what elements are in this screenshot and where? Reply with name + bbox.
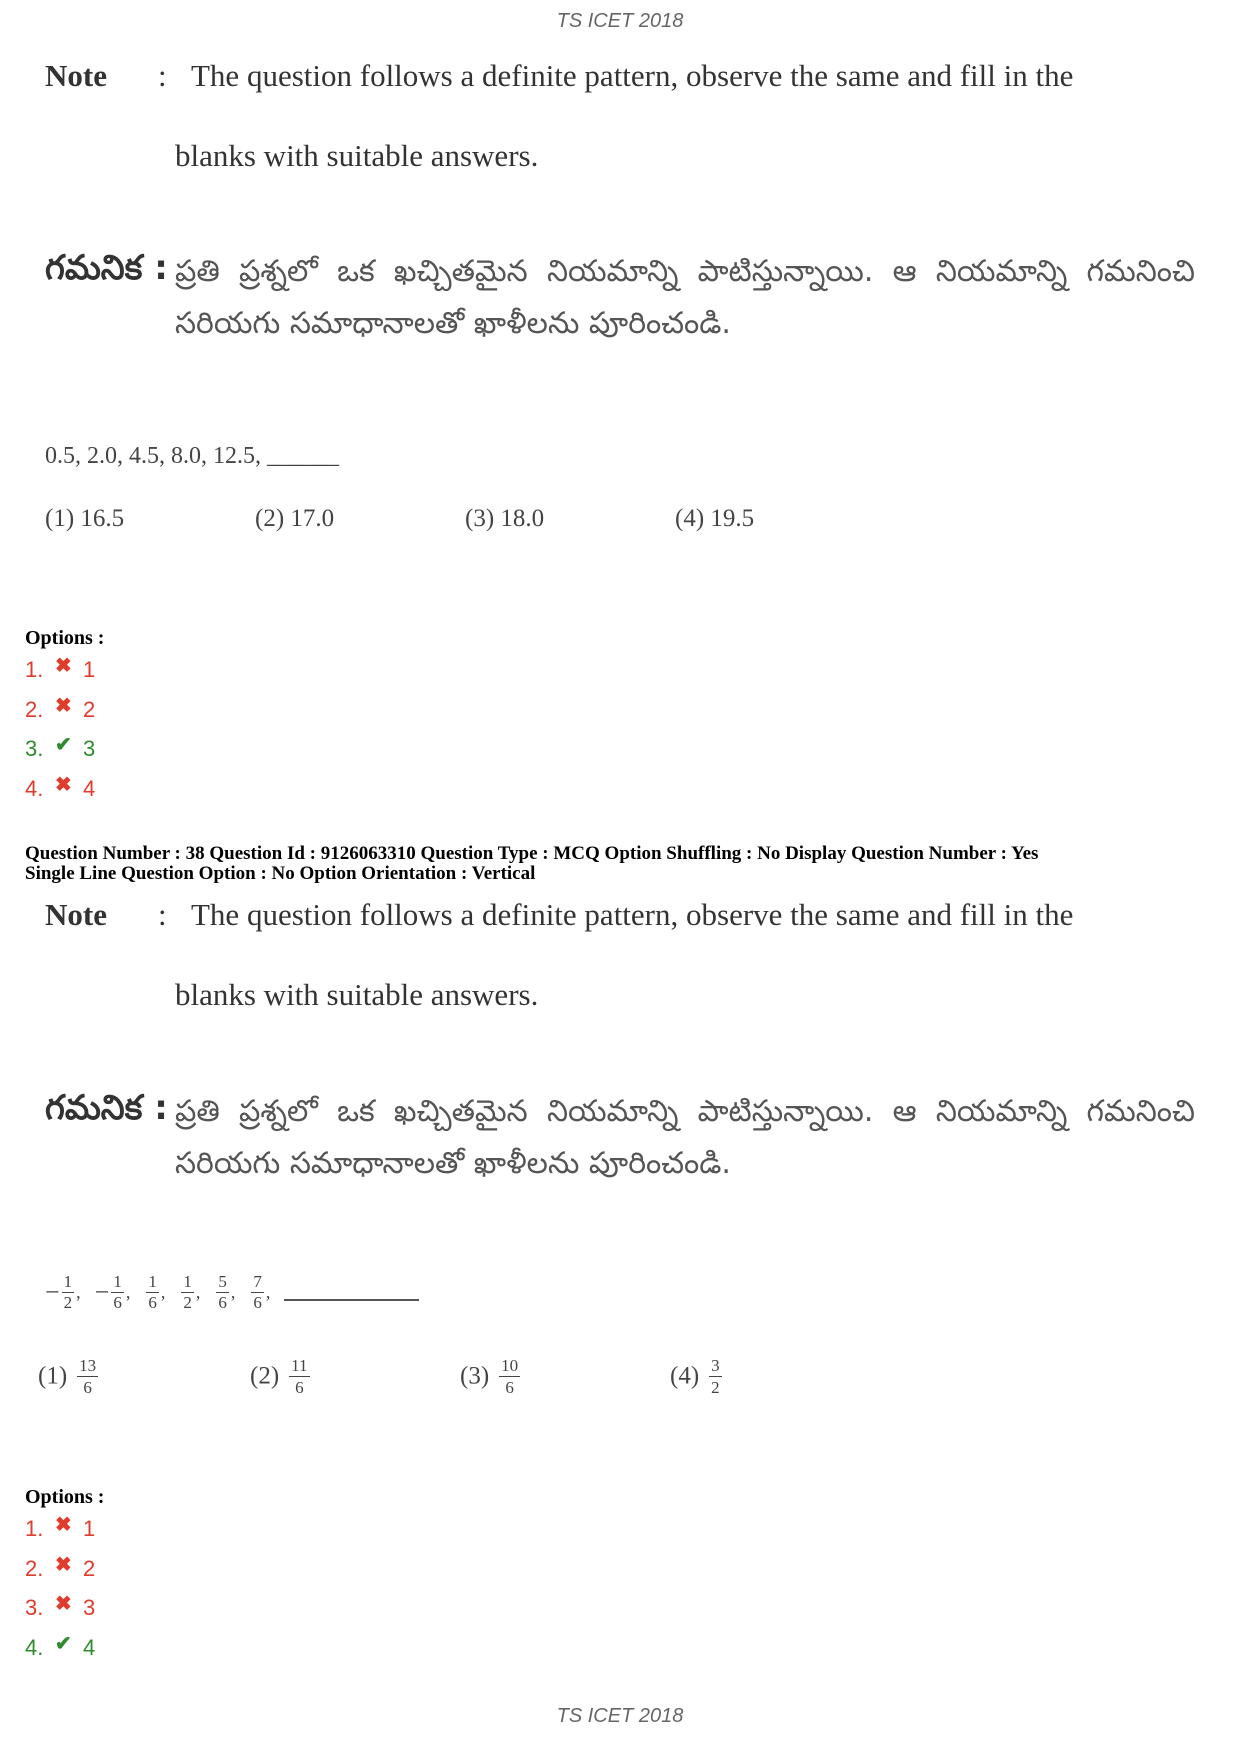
answer-blank <box>284 1285 419 1301</box>
telugu-note-label: గమనిక : <box>45 1088 168 1128</box>
fraction-denominator: 6 <box>295 1378 304 1397</box>
telugu-note-text: ప్రతి ప్రశ్నలో ఒక ఖచ్చితమైన నియమాన్ని పాటిస్తున్నాయి. ఆ నియమాన్ని గమనించి సరియగు సమాధానాలతో ఖాళీలను పూరించండి. <box>175 1094 1195 1181</box>
option-value: 4 <box>83 1634 96 1660</box>
option-value: 1 <box>83 1516 96 1541</box>
fraction-numerator: 3 <box>711 1356 720 1375</box>
choice-2 <box>250 1355 310 1398</box>
sequence-fraction <box>251 1272 264 1313</box>
comma: , <box>195 1282 201 1302</box>
option-value: 1 <box>83 657 96 682</box>
choice-1: (1) 16.5 <box>45 505 125 532</box>
sequence-text: 0.5, 2.0, 4.5, 8.0, 12.5, <box>45 443 261 469</box>
choice-fraction <box>709 1355 722 1398</box>
sequence-fraction <box>111 1272 124 1313</box>
page-footer: TS ICET 2018 <box>556 1705 684 1727</box>
fraction-sign: − <box>45 1277 60 1307</box>
q38-choices <box>38 1355 1045 1415</box>
cross-icon: ✖ <box>55 1514 72 1536</box>
comma: , <box>230 1282 236 1302</box>
sequence-fraction <box>146 1272 159 1313</box>
fraction-denominator: 2 <box>711 1378 720 1397</box>
choice-4 <box>670 1355 722 1398</box>
option-value: 3 <box>83 736 96 761</box>
meta-line-2: Single Line Question Option : No Option Orientation : Vertical <box>25 863 536 884</box>
fraction-numerator: 11 <box>291 1356 308 1375</box>
sequence-blank: ______ <box>267 443 339 469</box>
option-number: 1. <box>25 1516 44 1541</box>
cross-icon: ✖ <box>55 1553 72 1576</box>
option-value: 2 <box>83 696 96 722</box>
note-colon: : <box>158 897 167 932</box>
option-number: 2. <box>25 696 44 722</box>
cross-icon: ✖ <box>55 773 72 796</box>
choice-fraction <box>77 1355 98 1398</box>
fraction-numerator: 1 <box>183 1272 192 1291</box>
sequence-fraction <box>62 1272 75 1313</box>
note-colon: : <box>158 58 167 93</box>
q38-metadata <box>25 844 1215 884</box>
choice-3: (3) 18.0 <box>465 505 545 532</box>
fraction-denominator: 6 <box>505 1378 514 1397</box>
choice-label: (2) <box>250 1362 280 1390</box>
fraction-numerator: 10 <box>501 1356 519 1375</box>
fraction-denominator: 6 <box>83 1378 92 1397</box>
fraction-sign: − <box>94 1277 110 1307</box>
comma: , <box>160 1282 166 1302</box>
cross-icon: ✖ <box>55 1593 72 1615</box>
sequence-fraction <box>181 1272 194 1313</box>
choice-fraction <box>499 1355 520 1398</box>
option-value: 2 <box>83 1555 96 1581</box>
fraction-denominator: 6 <box>253 1293 262 1312</box>
fraction-numerator: 7 <box>253 1272 262 1291</box>
telugu-note-text: ప్రతి ప్రశ్నలో ఒక ఖచ్చితమైన నియమాన్ని పాటిస్తున్నాయి. ఆ నియమాన్ని గమనించి సరియగు సమాధానాలతో ఖాళీలను పూరించండి. <box>175 254 1195 341</box>
fraction-numerator: 5 <box>218 1272 227 1291</box>
note-text-line1: The question follows a definite pattern, observe the same and fill in the <box>191 897 1074 932</box>
fraction-denominator: 2 <box>63 1293 73 1312</box>
choice-label: (1) <box>38 1362 68 1390</box>
option-number: 4. <box>25 775 44 801</box>
fraction-denominator: 2 <box>183 1293 192 1312</box>
option-number: 4. <box>25 1634 44 1660</box>
choice-3 <box>460 1355 520 1398</box>
option-number: 3. <box>25 736 44 761</box>
cross-icon: ✖ <box>55 694 72 717</box>
option-number: 2. <box>25 1555 44 1581</box>
check-icon: ✔ <box>55 1632 72 1655</box>
sequence-fraction <box>216 1272 229 1313</box>
choice-fraction <box>289 1355 309 1398</box>
choice-2: (2) 17.0 <box>255 505 335 532</box>
cross-icon: ✖ <box>55 655 72 677</box>
option-number: 1. <box>25 657 44 682</box>
meta-line-1: Question Number : 38 Question Id : 9126063310 Question Type : MCQ Option Shuffling : No Display Question Number : Yes <box>25 843 1039 864</box>
check-icon: ✔ <box>55 734 72 756</box>
q37-choices <box>45 505 1045 537</box>
choice-label: (4) <box>670 1362 700 1390</box>
fraction-numerator: 1 <box>63 1272 73 1291</box>
options-heading: Options : <box>25 1486 105 1508</box>
choice-label: (3) <box>460 1362 490 1390</box>
page-header: TS ICET 2018 <box>556 10 684 32</box>
choice-1 <box>38 1355 98 1398</box>
comma: , <box>125 1282 131 1302</box>
comma: , <box>76 1282 81 1302</box>
option-number: 3. <box>25 1595 44 1620</box>
fraction-numerator: 1 <box>148 1272 157 1291</box>
comma: , <box>265 1282 271 1302</box>
note-text-line2: blanks with suitable answers. <box>175 138 539 173</box>
fraction-numerator: 1 <box>113 1272 122 1291</box>
q37-sequence <box>45 443 339 470</box>
choice-4: (4) 19.5 <box>675 505 755 532</box>
option-value: 4 <box>83 775 96 801</box>
fraction-denominator: 6 <box>218 1293 227 1312</box>
note-label: Note <box>45 58 107 93</box>
note-text-line1: The question follows a definite pattern, observe the same and fill in the <box>191 58 1074 93</box>
fraction-denominator: 6 <box>113 1293 122 1312</box>
note-text-line2: blanks with suitable answers. <box>175 977 539 1012</box>
fraction-denominator: 6 <box>148 1293 157 1312</box>
q38-sequence <box>45 1272 419 1313</box>
telugu-note-label: గమనిక : <box>45 248 168 288</box>
fraction-numerator: 13 <box>79 1356 97 1375</box>
option-value: 3 <box>83 1595 96 1620</box>
options-heading: Options : <box>25 627 105 649</box>
note-label: Note <box>45 897 107 932</box>
